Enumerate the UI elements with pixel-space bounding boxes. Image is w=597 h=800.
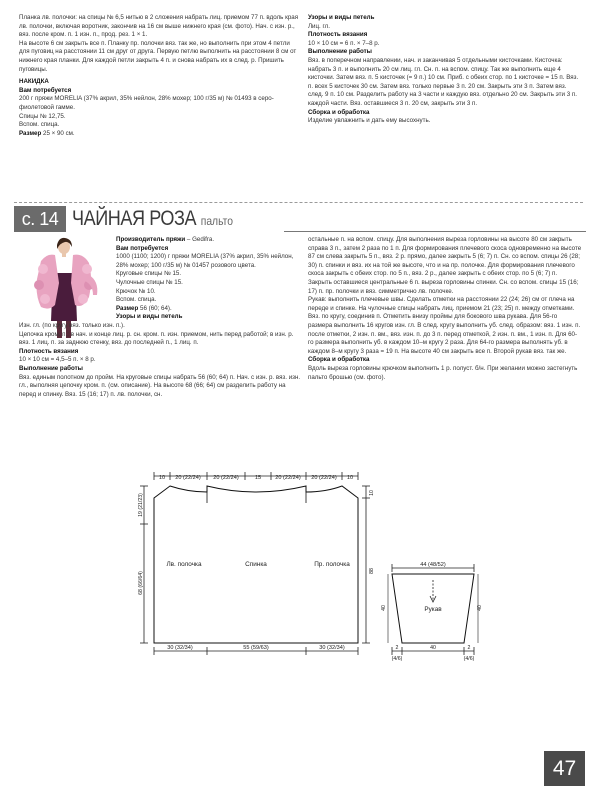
maker-line	[116, 236, 301, 245]
sleeve-bottom-right: 2	[467, 645, 471, 651]
top-left-column	[19, 14, 299, 138]
size-line	[19, 130, 299, 139]
title-text: ЧАЙНАЯ РОЗА	[72, 207, 197, 230]
bottom-dim-3: 30 (32/34)	[319, 645, 345, 651]
coat-density-heading: Плотность вязания	[19, 347, 79, 355]
mid-left-column	[19, 236, 301, 399]
coat-work-text: Вяз. единым полотном до пройм. На круговые спицы набрать 56 (60; 64) п. Нач. с изн. р. вяз. изн. гл., выполняя цепочку кром. п. (см. описание). На высоте 68 (66; 64) см разделить работу на перед и спинку. Вяз. 15 (16; 17) п. лв. полочки, сн.	[19, 373, 301, 398]
right-front-label: Пр. полочка	[314, 561, 350, 568]
coat-finish-text: Вдоль выреза горловины крючком выполнить 1 р. полуст. б/н. При желании можно застегнуть пальто брошью (см. фото).	[308, 364, 578, 381]
top-dim-5: 20 (22/24)	[275, 475, 301, 481]
sleeve-bottom-right-alt: (4/6)	[463, 656, 475, 662]
coat-patterns-heading: Узоры и виды петель	[116, 313, 183, 321]
buttonhole-text: На высоте 6 см закрыть все п. Планку пр. полочки вяз. так же, но выполнить при этом 4 петли для пуговиц на расстоянии 11 см друг от друга. Первую петлю выполнить на расстоянии 8 см от нижнего края планки. Для каждой петли закрыть 4 п. и снова набрать их в след. р. Пришить пуговицы.	[19, 39, 297, 73]
sleeve-text: Рукав: выполнить плечевые швы. Сделать отметки на расстоянии 22 (24; 26) см от плеча на переде и спинке. На чулочные спицы набрать лиц. приемом 21 (23; 25) п. между отметками. Вяз. по кругу, соединив п. Отметить внизу проймы для бокового шва рукава. Для 56-го размера выполнить 16 кругов изн. гл. В след. кругу выполнить уб. след. образом: вяз. 1 изн. п. после отметки, 2 изн. п. вм., вяз. изн. п. до 3 п. перед отметкой, 2 изн. п. вм., 1 изн. п. Для 60-го размера выполнить уб. в каждом 10–м кругу 2 раза. Для 64-го размера выполнять уб. в каждом 8–м кругу 3 раза = 19 п. На высоте 40 см закрыть все п. Второй рукав вяз. так же.	[308, 296, 581, 355]
stocking-needles: Чулочные спицы № 15.	[116, 278, 183, 286]
needs-text: 200 г пряжи MORELIA (37% акрил, 35% нейлон, 28% мохер; 100 г/35 м) № 01493 в серо-фиолетовой гамме.	[19, 95, 274, 111]
section-divider	[14, 202, 583, 203]
edge-stitch-text: Цепочка кром. п.: в нач. и конце лиц. р. сн. кром. п. изн. приемом, нить перед работой; в изн. р. вяз. 1 лиц. п. за заднюю стенку, вяз. до последней п., 1 лиц. п.	[19, 330, 294, 347]
mid-right-column	[308, 236, 582, 382]
left-lower-dim: 68 (66/64)	[138, 571, 144, 595]
patterns-heading: Узоры и виды петель	[308, 14, 375, 21]
size-label: Размер	[19, 129, 42, 137]
finish-heading: Сборка и обработка	[308, 108, 370, 116]
coat-work-heading: Выполнение работы	[19, 364, 83, 372]
coat-density-text: 10 × 10 см = 4,5–5 п. × 8 р.	[19, 356, 96, 364]
back-label: Спинка	[245, 561, 267, 568]
bottom-dim-2: 55 (59/63)	[243, 645, 269, 651]
coat-finish-heading: Сборка и обработка	[308, 356, 370, 364]
sleeve-bottom-left-alt: (4/6)	[391, 656, 403, 662]
top-dim-1: 10	[158, 475, 166, 481]
header-rule	[284, 231, 586, 232]
coat-needs-text: 1000 (1100; 1200) г пряжи MORELIA (37% акрил, 35% нейлон, 28% мохер; 100 г/35 м) № 01457 розового цвета.	[116, 253, 294, 269]
maker-label: Производитель пряжи	[116, 236, 186, 243]
coat-needs-heading: Вам потребуется	[116, 244, 169, 252]
page-number: 47	[544, 751, 585, 786]
finish-text: Изделие увлажнить и дать ему высохнуть.	[308, 117, 431, 125]
neckline-text: остальные п. на вспом. спицу. Для выполнения выреза горловины на высоте 80 см закрыть справа 3 п., затем 2 раза по 1 п. Для формирования плечевого скоса одновременно на высоте 87 см слева закрыть 5 п., вяз. 2 р. прямо, далее закрыть 5 (6; 7) п. Сн. со вспом. спицы 26 (28; 30) п. спинки и вяз. их на той же высоте, что и на пр. полочке. Для формирования плечевого скоса закрыть с обеих стор. по 5 п., вяз. 2 р., далее закрыть с обеих стор. по 5 (6; 7) п. Закрыть оставшиеся центральные 6 п. выреза горловины спинки. Сн. со вспом. спицы 15 (16; 17) п. пр. полочки и вяз. симметрично лв. полочке.	[308, 236, 582, 295]
subtitle-text: пальто	[200, 214, 234, 228]
needles-text: Спицы № 12,75.	[19, 112, 66, 120]
coat-size-line	[116, 305, 301, 314]
materials-block	[116, 236, 301, 322]
coat-size-value: 56 (60; 64).	[140, 304, 172, 312]
top-dim-3: 20 (22/24)	[213, 475, 239, 481]
top-dim-6: 20 (22/24)	[311, 475, 337, 481]
circular-needles: Круговые спицы № 15.	[116, 270, 182, 278]
sleeve-label: Рукав	[424, 606, 442, 613]
sleeve-top-dim: 44 (48/52)	[420, 562, 446, 568]
section-title	[72, 207, 233, 233]
left-upper-dim: 19 (21/23)	[138, 493, 144, 517]
cape-heading: НАКИДКА	[19, 78, 49, 86]
sleeve-bottom-mid: 40	[430, 645, 436, 651]
bottom-dim-1: 30 (32/34)	[167, 645, 193, 651]
size-value: 25 × 90 см.	[43, 129, 75, 137]
top-dim-7: 10	[346, 475, 354, 481]
maker-value: – Gedifra.	[185, 236, 215, 243]
right-small-dim: 10	[369, 490, 375, 496]
right-big-dim: 88	[369, 568, 375, 574]
coat-size-label: Размер	[116, 304, 139, 312]
pattern-diagram	[136, 468, 496, 668]
section-header	[14, 206, 586, 232]
patterns-text: Лиц. гл.	[308, 22, 330, 30]
aux-needle-text: Вспом. спица.	[19, 121, 60, 129]
placket-text: Планка лв. полочки: на спицы № 6,5 нитью в 2 сложения набрать лиц. приемом 77 п. вдоль края лв. полочки, включая воротник, закончив на 16 см выше нижнего края (см. фото). Нач. с изн. р., вяз. после кром. п. 1 изн. п., прод. рез. 1 × 1.	[19, 14, 299, 39]
work-text: Вяз. в поперечном направлении, нач. и заканчивая 5 отдельными кисточками. Кисточка: набрать 3 п. и выполнить 20 см лиц. гл. Сн. п. на вспом. спицу. Так же выполнить еще 4 кисточки. Затем вяз. п. 5 кисточек (= 9 п.) 10 см. Приб. с обеих стор. по 1 кисточке = 15 п. Вяз. п. всех 5 кисточек 30 см. Затем вяз. только первые 3 п. 20 см. Закрыть эти 3 п. Затем вяз. след. 9 п. 10 см. Разделить работу на 3 части и каждую вяз. отдельно 20 см. Закрыть эти 3 п. каждой части. Вяз. оставшиеся 3 п. 20 см, закрыть эти 3 п.	[308, 56, 579, 107]
sleeve-right-height: 40	[477, 605, 483, 611]
coat-patterns-text: Изн. гл. (по кругу вяз. только изн. п.).	[19, 321, 125, 329]
work-heading: Выполнение работы	[308, 48, 372, 56]
density-text: 10 × 10 см = 6 п. × 7–8 р.	[308, 39, 380, 47]
density-heading: Плотность вязания	[308, 31, 368, 39]
top-right-column	[308, 14, 580, 126]
sleeve-left-height: 40	[381, 605, 387, 611]
left-front-label: Лв. полочка	[166, 561, 202, 568]
hook-text: Крючок № 10.	[116, 287, 156, 295]
top-dim-2: 20 (22/24)	[175, 475, 201, 481]
top-dim-4: 15	[254, 475, 262, 481]
needs-heading: Вам потребуется	[19, 86, 72, 94]
coat-aux-needle: Вспом. спица.	[116, 296, 157, 304]
page-ref-badge: с. 14	[14, 206, 66, 232]
sleeve-bottom-left: 2	[395, 645, 399, 651]
